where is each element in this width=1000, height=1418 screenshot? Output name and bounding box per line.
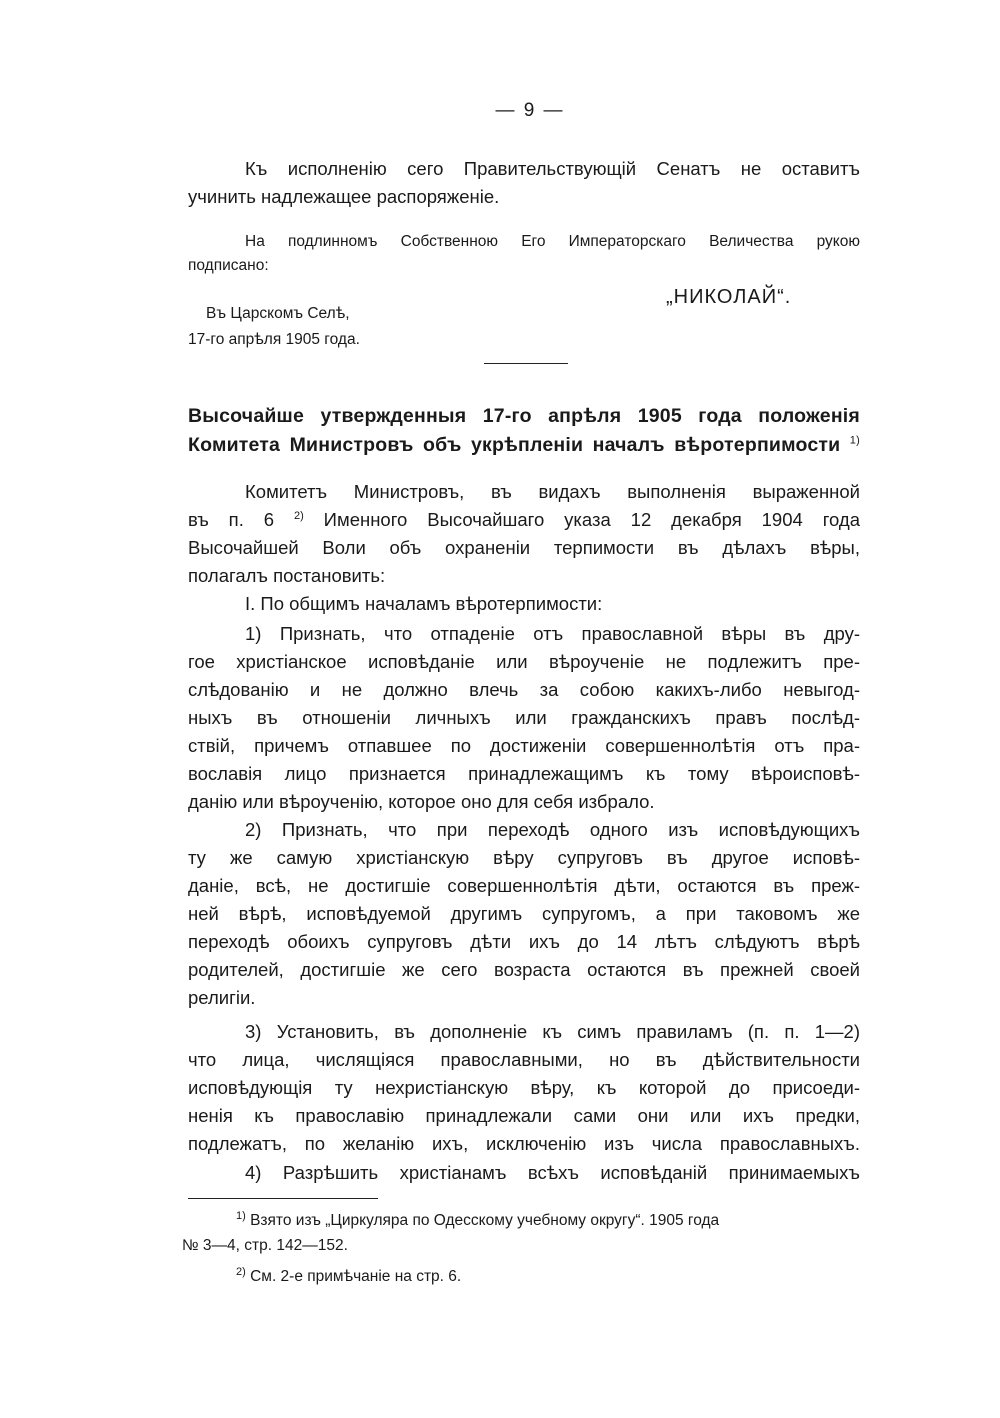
text-line: гое христіанское исповѣданіе или вѣроученіе не подлежитъ пре- <box>188 651 860 672</box>
text-line: ней вѣрѣ, исповѣдуемой другимъ супругомъ, а при таковомъ же <box>188 903 860 924</box>
item-4 <box>188 1159 860 1187</box>
text-fragment: Именного Высочайшаго указа 12 декабря 1904 года <box>323 509 860 530</box>
footnote-mark: 2) <box>236 1265 246 1278</box>
footnote-1-continuation: № 3—4, стр. 142—152. <box>182 1237 348 1254</box>
text-line: полагалъ постановить: <box>188 565 386 586</box>
footnote-1-line <box>236 1208 860 1233</box>
heading-line: Высочайше утвержденныя 17-го апрѣля 1905 года положенія <box>188 405 860 427</box>
text-line: I. По общимъ началамъ вѣротерпимости: <box>245 593 603 614</box>
text-line: что лица, числящіяся православными, но въ дѣйствительности <box>188 1049 860 1070</box>
footnote-rule <box>188 1198 378 1199</box>
text-line <box>188 506 860 534</box>
item-1 <box>188 620 860 816</box>
footnote-2-line <box>236 1264 860 1289</box>
text-line: ствій, причемъ отпавшее по достиженіи совершеннолѣтія отъ пра- <box>188 735 860 756</box>
intro-paragraph <box>188 155 860 211</box>
separator-rule <box>484 363 568 364</box>
page-number: — 9 — <box>495 100 565 121</box>
text-fragment: въ п. 6 <box>188 509 275 530</box>
text-line: 2) Признать, что при переходѣ одного изъ исповѣдующихъ <box>245 819 860 840</box>
text-line: родителей, достигшіе же сего возраста остаются въ прежней своей <box>188 959 860 980</box>
signature-note <box>188 230 860 278</box>
body-paragraph-1 <box>188 478 860 590</box>
item-3 <box>188 1018 860 1158</box>
text-line: 1) Признать, что отпаденіе отъ православной вѣры въ дру- <box>245 623 860 644</box>
text-line: учинить надлежащее распоряженіе. <box>188 186 500 207</box>
text-line: ту же самую христіанскую вѣру супруговъ въ другое исповѣ- <box>188 847 860 868</box>
item-2 <box>188 816 860 1012</box>
signature-place: Въ Царскомъ Селѣ, <box>206 305 350 322</box>
signature-date: 17-го апрѣля 1905 года. <box>188 331 360 348</box>
footnote-text: См. 2-е примѣчаніе на стр. 6. <box>250 1268 462 1285</box>
text-line: ныхъ въ отношеніи личныхъ или гражданскихъ правъ послѣд- <box>188 707 860 728</box>
text-line: ненія къ православію принадлежали сами они или ихъ предки, <box>188 1105 860 1126</box>
footnotes <box>182 1208 860 1289</box>
footnote-mark: 1) <box>849 434 860 447</box>
section-heading <box>188 402 860 460</box>
footnote-text: Взято изъ „Циркуляра по Одесскому учебному округу“. 1905 года <box>250 1212 720 1229</box>
text-line: вославія лицо признается принадлежащимъ къ тому вѣроисповѣ- <box>188 763 860 784</box>
text-line: слѣдованію и не должно влечь за собою какихъ-либо невыгод- <box>188 679 860 700</box>
heading-line-text: Комитета Министровъ объ укрѣпленіи началъ вѣротерпимости <box>188 434 841 456</box>
footnote-mark: 1) <box>236 1209 246 1222</box>
text-line: Высочайшей Воли объ охраненіи терпимости въ дѣлахъ вѣры, <box>188 537 860 558</box>
text-line: Къ исполненію сего Правительствующій Сенатъ не оставитъ <box>245 158 860 179</box>
text-line: переходѣ обоихъ супруговъ дѣти ихъ до 14 лѣтъ слѣдуютъ вѣрѣ <box>188 931 860 952</box>
heading-line-2 <box>188 431 860 460</box>
text-line: На подлинномъ Собственною Его Императорскаго Величества рукою <box>245 233 860 250</box>
text-line: исповѣдующія ту нехристіанскую вѣру, къ которой до присоеди- <box>188 1077 860 1098</box>
text-line: 4) Разрѣшить христіанамъ всѣхъ исповѣданій принимаемыхъ <box>245 1162 860 1183</box>
section-i <box>188 590 860 618</box>
text-line: данію или вѣроученію, которое оно для себя избрало. <box>188 791 655 812</box>
text-line: религіи. <box>188 987 256 1008</box>
footnote-ref: 2) <box>293 509 304 522</box>
text-line: 3) Установить, въ дополненіе къ симъ правиламъ (п. п. 1—2) <box>245 1021 860 1042</box>
text-line: подлежатъ, по желанію ихъ, исключенію изъ числа православныхъ. <box>188 1133 860 1154</box>
signature-name: „НИКОЛАЙ“. <box>666 286 792 308</box>
text-line: подписано: <box>188 257 269 274</box>
text-line: даніе, всѣ, не достигшіе совершеннолѣтія дѣти, остаются въ преж- <box>188 875 860 896</box>
text-line: Комитетъ Министровъ, въ видахъ выполненія выраженной <box>245 481 860 502</box>
